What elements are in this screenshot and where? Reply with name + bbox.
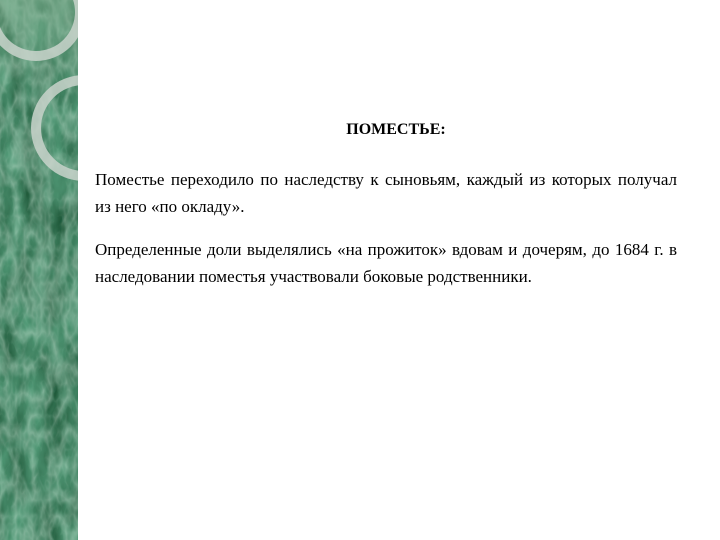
marble-sidebar-decoration (0, 0, 78, 540)
paragraph-inheritance: Поместье переходило по наследству к сыновьям, каждый из которых получал из него «по окладу». (95, 170, 677, 216)
marble-texture (0, 0, 78, 540)
slide-title: ПОМЕСТЬЕ: (346, 121, 446, 138)
paragraph-shares: Определенные доли выделялись «на прожиток» вдовам и дочерям, до 1684 г. в наследовании поместья участвовали боковые родственники. (95, 240, 677, 286)
slide-content (95, 118, 677, 306)
